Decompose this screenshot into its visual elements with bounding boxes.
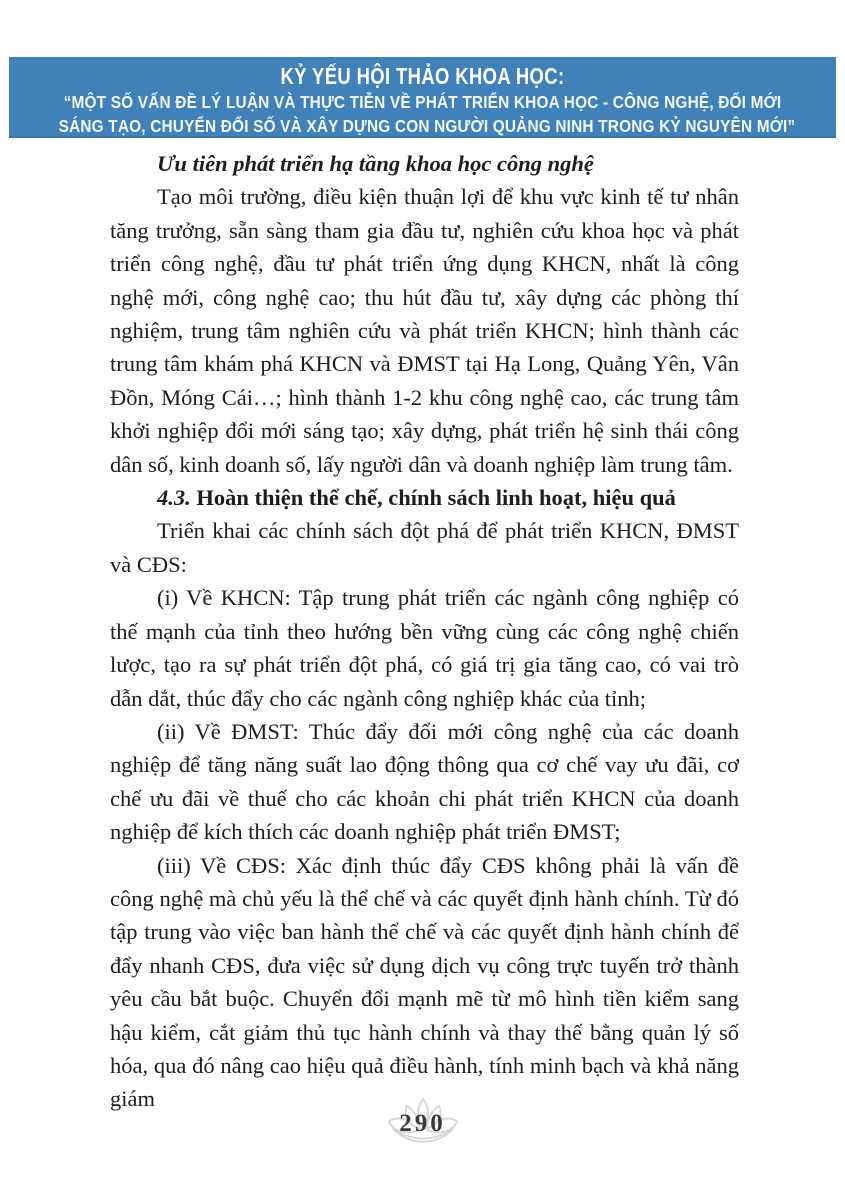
- header-band: [9, 57, 836, 138]
- page-number: 290: [399, 1110, 446, 1137]
- subsection-title: Hoàn thiện thể chế, chính sách linh hoạt, hiệu quả: [196, 485, 676, 511]
- paragraph: Triển khai các chính sách đột phá để phát triển KHCN, ĐMST và CĐS:: [110, 518, 739, 577]
- paragraph: (ii) Về ĐMST: Thúc đẩy đổi mới công nghệ của các doanh nghiệp để tăng năng suất lao động thông qua cơ chế vay ưu đãi, cơ chế ưu đãi về thuế cho các khoản chi phát triển KHCN của doanh nghiệp để kích thích các doanh nghiệp phát triển ĐMST;: [110, 718, 739, 845]
- subsection-number: 4.3.: [157, 485, 191, 511]
- page-footer: [0, 1096, 845, 1156]
- body-text: [110, 147, 739, 1116]
- paragraph: (i) Về KHCN: Tập trung phát triển các ngành công nghiệp có thế mạnh của tỉnh theo hướng bền vững cùng các công nghệ chiến lược, tạo ra sự phát triển đột phá, có giá trị gia tăng cao, có vai trò dẫn dắt, thúc đẩy cho các ngành công nghiệp khác của tỉnh;: [110, 585, 739, 711]
- section-heading: Ưu tiên phát triển hạ tầng khoa học công nghệ: [157, 151, 594, 176]
- paragraph: Tạo môi trường, điều kiện thuận lợi để khu vực kinh tế tư nhân tăng trưởng, sẵn sàng tham gia đầu tư, nghiên cứu khoa học và phát triển công nghệ, đầu tư phát triển ứng dụng KHCN, nhất là công nghệ mới, công nghệ cao; thu hút đầu tư, xây dựng các phòng thí nghiệm, trung tâm nghiên cứu và phát triển KHCN; hình thành các trung tâm khám phá KHCN và ĐMST tại Hạ Long, Quảng Yên, Vân Đồn, Móng Cái…; hình thành 1-2 khu công nghệ cao, các trung tâm khởi nghiệp đổi mới sáng tạo; xây dựng, phát triển hệ sinh thái công dân số, kinh doanh số, lấy người dân và doanh nghiệp làm trung tâm.: [110, 184, 739, 477]
- header-title: KỶ YẾU HỘI THẢO KHOA HỌC:: [280, 63, 565, 89]
- header-subtitle-line2: SÁNG TẠO, CHUYỂN ĐỔI SỐ VÀ XÂY DỰNG CON NGƯỜI QUẢNG NINH TRONG KỶ NGUYÊN MỚI”: [58, 116, 796, 136]
- paragraph: (iii) Về CĐS: Xác định thúc đẩy CĐS không phải là vấn đề công nghệ mà chủ yếu là thể chế và các quyết định hành chính. Từ đó tập trung vào việc ban hành thể chế và các quyết định hành chính để đẩy nhanh CĐS, đưa việc sử dụng dịch vụ công trực tuyến trở thành yêu cầu bắt buộc. Chuyển đổi mạnh mẽ từ mô hình tiền kiểm sang hậu kiểm, cắt giảm thủ tục hành chính và thay thế bằng quản lý số hóa, qua đó nâng cao hiệu quả điều hành, tính minh bạch và khả năng giám: [110, 852, 739, 1112]
- subsection-heading: [110, 481, 739, 514]
- header-subtitle-line1: “MỘT SỐ VẤN ĐỀ LÝ LUẬN VÀ THỰC TIỄN VỀ PHÁT TRIỂN KHOA HỌC - CÔNG NGHỆ, ĐỔI MỚI: [63, 92, 782, 112]
